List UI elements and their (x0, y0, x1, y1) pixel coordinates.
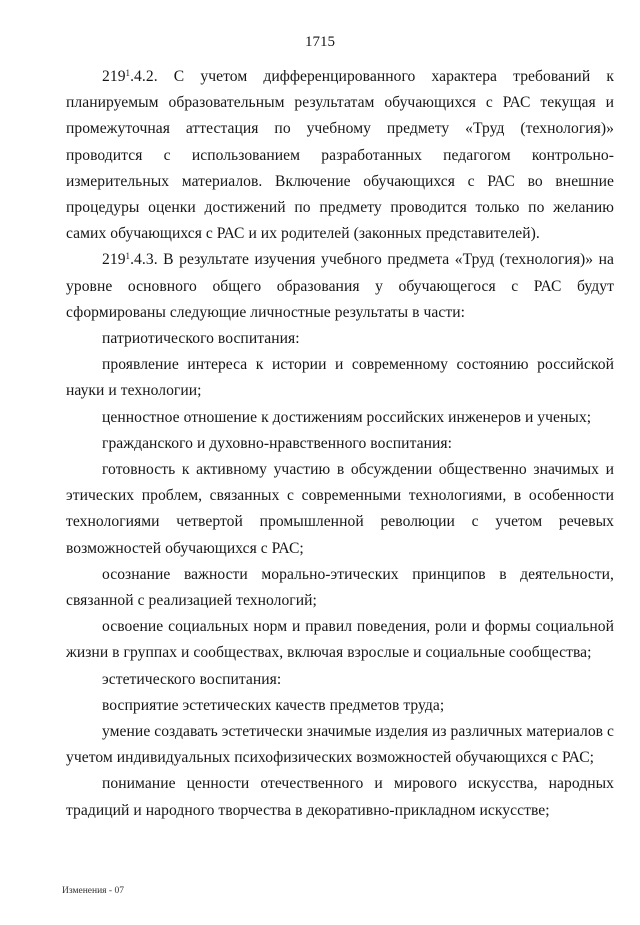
list-item: проявление интереса к истории и современному состоянию российской науки и технологии; (66, 356, 614, 400)
clause-number: $219^1.4.2$. (102, 68, 158, 85)
clause-number: $219^1.4.3$. (102, 251, 158, 269)
list-item: умение создавать эстетически значимые изделия из различных материалов с учетом индивидуальных психофизических возможностей обучающихся с РАС; (66, 723, 614, 767)
page-number: 1715 (305, 34, 335, 50)
section-heading-patriotic: патриотического воспитания: (102, 330, 300, 348)
body-text (66, 64, 614, 824)
list-item: осознание важности морально-этических принципов в деятельности, связанной с реализацией технологий; (66, 565, 614, 610)
paragraph-219-1-4-2: $219^1.4.2$. С учетом дифференцированного характера требований к планируемым образовательным результатам обучающихся с РАС текущая и промежуточная аттестация по учебному предмету «Труд (технология)» проводится с использованием разработанных педагогом контрольно-измерительных материалов. Включение обучающихся с РАС во внешние процедуры оценки достижений по предмету проводится только по желанию самих обучающихся с РАС и их родителей (законных представителей). (66, 68, 614, 243)
footer-revision-note: Изменения - 07 (62, 886, 124, 896)
list-item: освоение социальных норм и правил поведения, роли и формы социальной жизни в группах и сообществах, включая взрослые и социальные сообщества; (66, 618, 614, 662)
section-heading-civic: гражданского и духовно-нравственного воспитания: (102, 434, 452, 452)
list-item: понимание ценности отечественного и мирового искусства, народных традиций и народного творчества в декоративно-прикладном искусстве; (66, 775, 614, 819)
list-item: ценностное отношение к достижениям российских инженеров и ученых; (102, 408, 592, 426)
list-item: готовность к активному участию в обсуждении общественно значимых и этических проблем, связанных с современными технологиями, в особенности технологиями четвертой промышленной революции с учетом речевых возможностей обучающихся с РАС; (66, 461, 614, 557)
section-heading-aesthetic: эстетического воспитания: (102, 670, 282, 688)
list-item: восприятие эстетических качеств предметов труда; (102, 696, 445, 714)
paragraph-219-1-4-3: $219^1.4.3$. В результате изучения учебного предмета «Труд (технология)» на уровне основного общего образования у обучающегося с РАС будут сформированы следующие личностные результаты в части: (66, 251, 614, 321)
